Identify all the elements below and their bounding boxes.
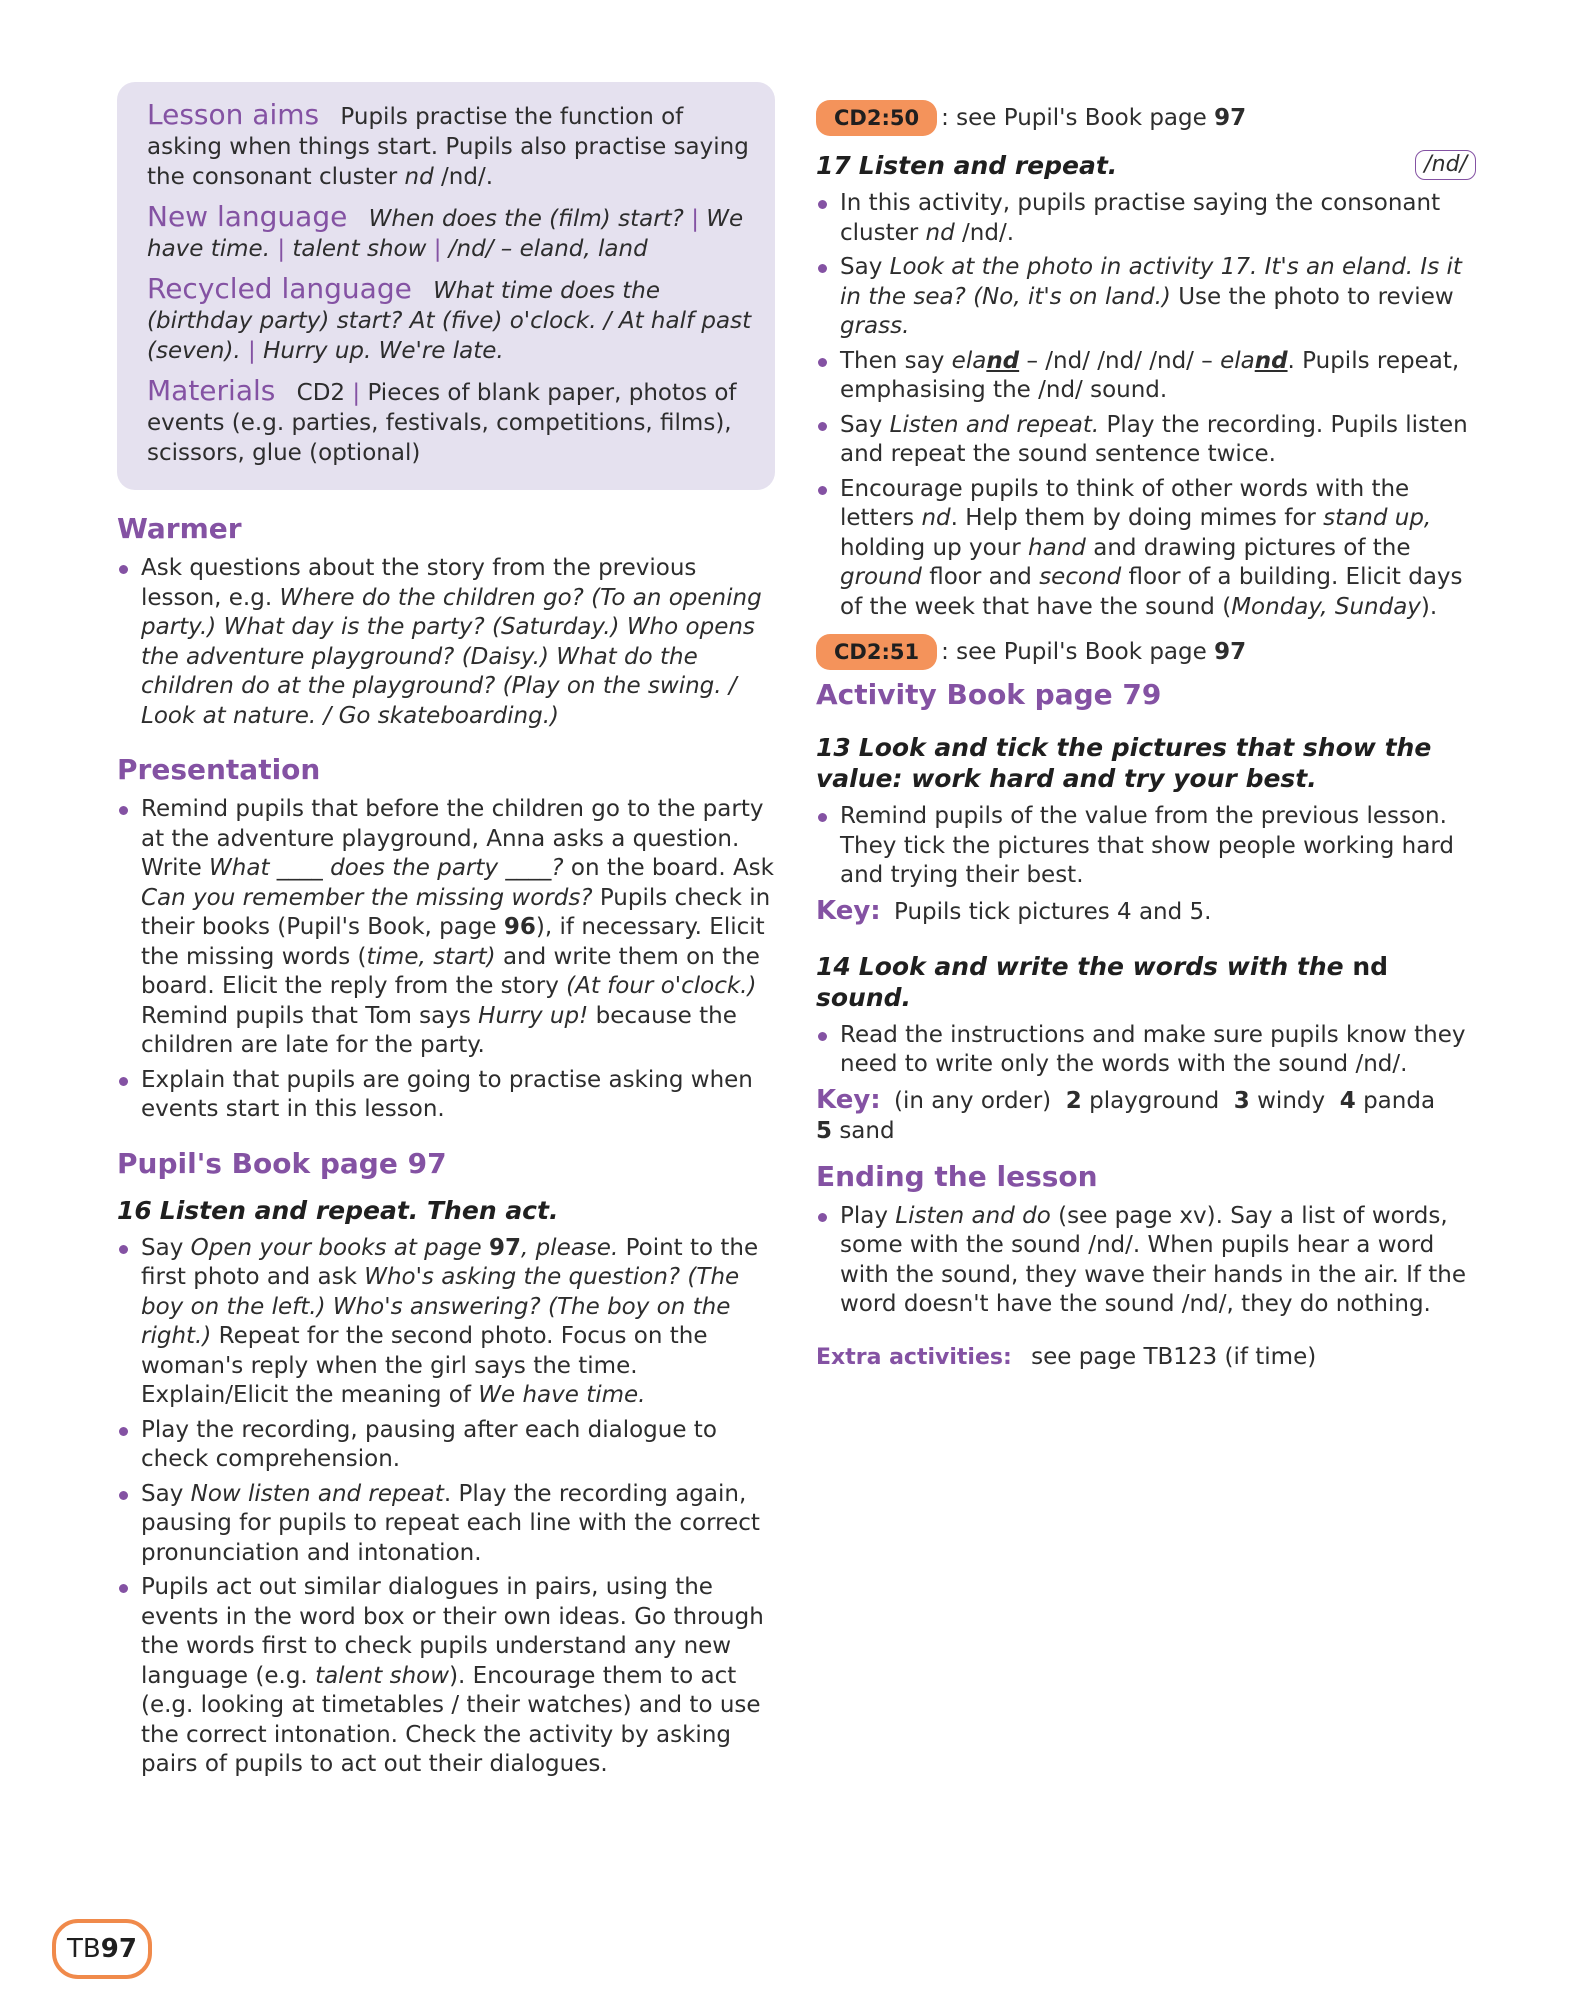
key-label: Key: [816,895,881,926]
activity-13-title: 13 Look and tick the pictures that show the value: work hard and try your best. [816,733,1432,793]
phoneme-badge: /nd/ [1415,150,1476,180]
extra-activities-label: Extra activities: [816,1344,1012,1370]
recycled-language: Recycled language What time does the (birthday party) start? At (five) o'clock. / At half past (seven). | Hurry up. We're late. [147,272,752,364]
list-item: Read the instructions and make sure pupils know they need to write only the words with the sound /nd/. [816,1021,1476,1080]
cd-track-badge: CD2:51 [816,634,937,670]
activity-13-list [816,802,1476,891]
warmer-list [117,554,775,731]
list-item: Say Open your books at page 97, please. Point to the first photo and ask Who's asking the question? (The boy on the left.) Who's answering? (The boy on the right.) Repeat for the second photo. Focus on the woman's reply when the girl says the time. Explain/Elicit the meaning of We have time. [117,1234,775,1411]
list-item: In this activity, pupils practise saying the consonant cluster nd /nd/. [816,189,1476,248]
list-item: Pupils act out similar dialogues in pairs, using the events in the word box or their own ideas. Go through the words first to check pupils understand any new language (e.g. talent show). Encourage them to act (e.g. looking at timetables / their watches) and to use the correct intonation. Check the activity by asking pairs of pupils to act out their dialogues. [117,1573,775,1780]
new-language-label: New language [147,200,348,233]
cd-track-badge: CD2:50 [816,100,937,136]
activity-14-title: 14 Look and write the words with the nd sound. [816,951,1389,1012]
activity-book-heading: Activity Book page 79 [816,678,1162,711]
right-column [816,100,1476,1373]
lesson-overview-box [117,82,775,490]
list-item: Say Listen and repeat. Play the recording. Pupils listen and repeat the sound sentence twice. [816,411,1476,470]
materials-label: Materials [147,374,276,407]
list-item: Play Listen and do (see page xv). Say a list of words, some with the sound /nd/. When pupils hear a word with the sound, they wave their hands in the air. If the word doesn't have the sound /nd/, they do nothing. [816,1202,1476,1320]
presentation-list [117,795,775,1125]
activity-14-list [816,1021,1476,1080]
extra-activities: Extra activities: see page TB123 (if time) [816,1343,1317,1370]
new-language: New language When does the (film) start? | We have time. | talent show | /nd/ – eland, land [147,200,744,262]
materials: Materials CD2 | Pieces of blank paper, photos of events (e.g. parties, festivals, competitions, films), scissors, glue (optional) [147,374,737,466]
presentation-heading: Presentation [117,753,321,786]
list-item: Say Look at the photo in activity 17. It's an eland. Is it in the sea? (No, it's on land.) Use the photo to review grass. [816,253,1476,342]
page-number: TB 97 [52,1919,152,1979]
lesson-aims-label: Lesson aims [147,98,320,131]
list-item: Ask questions about the story from the previous lesson, e.g. Where do the children go? (To an opening party.) What day is the party? (Saturday.) Who opens the adventure playground? (Daisy.) What do the children do at the playground? (Play on the swing. / Look at nature. / Go skateboarding.) [117,554,775,731]
activity-14-key: Key: (in any order) 2 playground 3 windy 4 panda 5 sand [816,1084,1436,1144]
list-item: Explain that pupils are going to practise asking when events start in this lesson. [117,1066,775,1125]
activity-16-list [117,1234,775,1780]
cd-track-line: CD2:51 : see Pupil's Book page 97 [816,634,1476,670]
key-label: Key: [816,1084,881,1115]
pupils-book-heading: Pupil's Book page 97 [117,1146,447,1180]
warmer-heading: Warmer [117,512,242,545]
list-item: Encourage pupils to think of other words with the letters nd. Help them by doing mimes for stand up, holding up your hand and drawing pictures of the ground floor and second floor of a building. Elicit days of the week that have the sound (Monday, Sunday). [816,475,1476,623]
list-item: Say Now listen and repeat. Play the recording again, pausing for pupils to repeat each line with the correct pronunciation and intonation. [117,1480,775,1569]
activity-17-title: 17 Listen and repeat. [816,151,1118,180]
cd-track-line: CD2:50 : see Pupil's Book page 97 [816,100,1476,136]
list-item: Remind pupils that before the children go to the party at the adventure playground, Anna asks a question. Write What ____ does the party ____? on the board. Ask Can you remember the missing words? Pupils check in their books (Pupil's Book, page 96), if necessary. Elicit the missing words (time, start) and write them on the board. Elicit the reply from the story (At four o'clock.) Remind pupils that Tom says Hurry up! because the children are late for the party. [117,795,775,1061]
activity-17-title-wrap [816,150,1476,181]
list-item: Remind pupils of the value from the previous lesson. They tick the pictures that show people working hard and trying their best. [816,802,1476,891]
recycled-language-label: Recycled language [147,272,412,305]
activity-16-title: 16 Listen and repeat. Then act. [117,1195,559,1225]
list-item: Play the recording, pausing after each dialogue to check comprehension. [117,1416,775,1475]
activity-17-list [816,189,1476,622]
activity-13-key: Key: Pupils tick pictures 4 and 5. [816,895,1212,926]
lesson-aims: Lesson aims Pupils practise the function of asking when things start. Pupils also practise saying the consonant cluster nd /nd/. [147,98,749,190]
left-column [117,82,775,1785]
list-item: Then say eland – /nd/ /nd/ /nd/ – eland. Pupils repeat, emphasising the /nd/ sound. [816,347,1476,406]
ending-heading: Ending the lesson [816,1159,1098,1193]
ending-list [816,1202,1476,1320]
